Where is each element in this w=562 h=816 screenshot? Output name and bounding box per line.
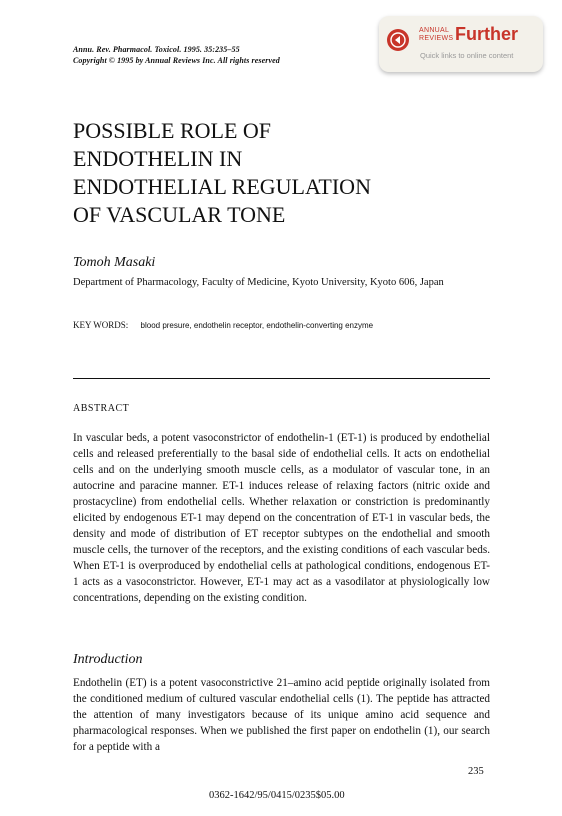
abstract-text: In vascular beds, a potent vasoconstrictor of endothelin-1 (ET-1) is produced by endothelial cells and released preferentially to the basal side of endothelial cells. It acts on endothelial cells and on the underlying smooth muscle cells, as a modulator of vascular tone, in an autocrine and paracine manner. ET-1 induces release of relaxing factors (nitric oxide and prostacycline) from endothelial cells. Whether relaxation or constriction is predominantly elicited by endogenous ET-1 may depend on the concentration of ET-1 in vascular beds, the density and mode of distribution of ET receptor subtypes on the endothelial and smooth muscle cells, the turnover of the receptors, and the existing conditions of each vascular beds. When ET-1 is overproduced by endothelial cells at pathological conditions, endogenous ET-1 acts as a vasoconstrictor. However, ET-1 may act as a vasodilator at physiologically low concentrations, depending on the existing condition.	[73, 432, 490, 604]
badge-reviews-label: REVIEWS	[419, 35, 454, 42]
keywords-label: KEY WORDS:	[73, 320, 129, 330]
abstract-heading: ABSTRACT	[73, 403, 130, 414]
article-title	[73, 117, 371, 229]
further-badge[interactable]	[379, 16, 543, 72]
copyright-line: Copyright © 1995 by Annual Reviews Inc. All rights reserved	[73, 56, 280, 65]
title-line: ENDOTHELIN IN	[73, 146, 243, 171]
title-line: ENDOTHELIAL REGULATION	[73, 174, 371, 199]
document-code: 0362-1642/95/0415/0235$05.00	[209, 790, 345, 801]
author-affiliation: Department of Pharmacology, Faculty of Medicine, Kyoto University, Kyoto 606, Japan	[73, 277, 444, 288]
journal-citation: Annu. Rev. Pharmacol. Toxicol. 1995. 35:235–55	[73, 45, 240, 54]
badge-annual-label: ANNUAL	[419, 27, 450, 34]
introduction-text: Endothelin (ET) is a potent vasoconstrictive 21–amino acid peptide originally isolated from the conditioned medium of cultured vascular endothelial cells (1). The peptide has attracted the attention of many investigators because of its unique amino acid sequence and pharmacological responses. When we published the first paper on endothelin (1), our search for a peptide with a	[73, 677, 490, 753]
page-number: 235	[468, 766, 484, 777]
arrow-circle-icon	[387, 29, 409, 51]
title-line: OF VASCULAR TONE	[73, 202, 286, 227]
keywords-line	[73, 320, 373, 330]
introduction-heading: Introduction	[73, 652, 143, 667]
keywords-value: blood presure, endothelin receptor, endothelin-converting enzyme	[140, 321, 374, 330]
section-divider	[73, 378, 490, 379]
badge-subtitle: Quick links to online content	[420, 51, 514, 60]
author-name: Tomoh Masaki	[73, 255, 156, 270]
badge-further-label: Further	[455, 24, 518, 44]
title-line: POSSIBLE ROLE OF	[73, 118, 272, 143]
